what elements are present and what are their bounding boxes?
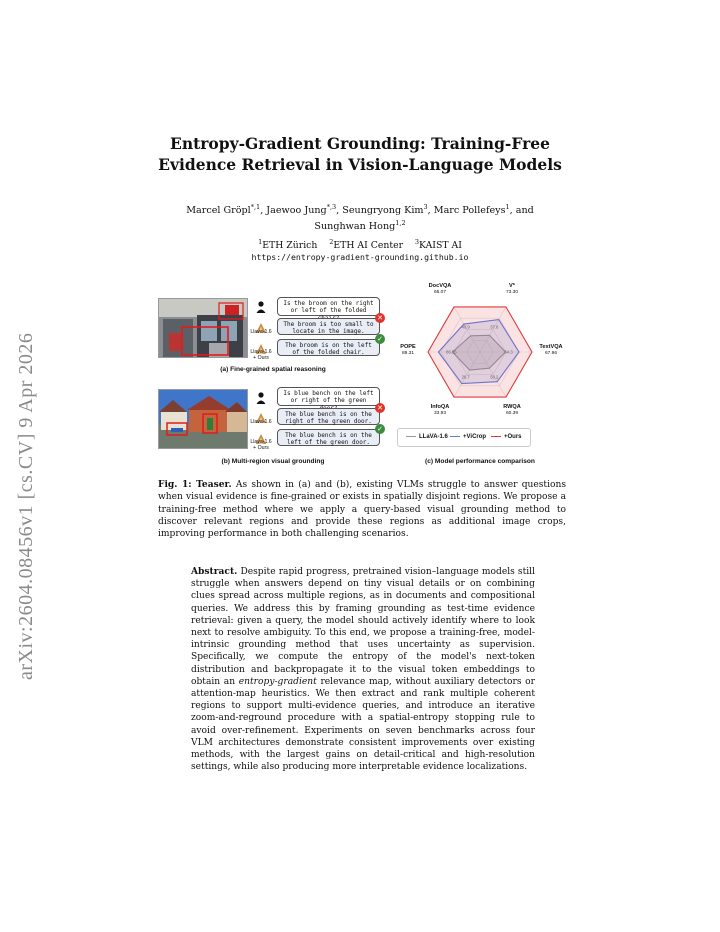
ours-answer-bubble: The blue bench is on the left of the green door.: [277, 429, 380, 446]
author-list: Marcel Gröpl$^{*,1}$, Jaewoo Jung$^{*,3}$, Seungryong Kim$^3$, Marc Pollefeys$^1$, and Sunghwan Hong$^{1,2}$: [186, 203, 534, 233]
project-url[interactable]: https://entropy-gradient-grounding.github.io: [251, 252, 469, 262]
affiliations: $^1$ETH Zürich $^2$ETH AI Center $^3$KAIST AI: [258, 238, 462, 252]
baseline-answer-bubble: The broom is too small to locate in the image.: [277, 318, 380, 335]
title-line-1: Entropy-Gradient Grounding: Training-Free: [170, 134, 550, 153]
llama-icon: [256, 408, 266, 418]
llama-icon: [256, 429, 266, 439]
llama-icon: [256, 318, 266, 328]
author: Marc Pollefeys$^1$: [433, 203, 510, 217]
radar-inner-label: 86.55: [446, 349, 457, 355]
author: Marcel Gröpl$^{*,1}$: [186, 203, 261, 217]
title-line-2: Evidence Retrieval in Vision-Language Models: [158, 155, 562, 174]
paper-title: [140, 133, 580, 175]
legend-item-vicrop: +ViCrop: [450, 434, 486, 440]
radar-axis-label-rwqa: RWQA 60.39: [503, 404, 521, 416]
ours-model-label: Llava-1.6 + Ours: [250, 349, 272, 361]
chart-legend: [397, 428, 531, 447]
legend-item-ours: +Ours: [491, 434, 522, 440]
abstract-emphasis: entropy-gradient: [238, 676, 317, 687]
radar-axis-label-vstar: V* 73.30: [505, 283, 518, 295]
abstract: Abstract. Despite rapid progress, pretrained vision–language models still struggle when answers depend on tiny visual details or on combining clues spread across multiple regions, as in documents and compositional queries. We address this by framing grounding as test-time evidence retrieval: given a query, the model should actively identify where to look next to resolve ambiguity. To this end, we propose a training-free, model-intrinsic grounding method that uses uncertainty as supervision. Specifically, we compute the entropy of the model's next-token distribution and backpropagate it to the visual token embeddings to obtain an entropy-gradient relevance map, without auxiliary detectors or attention-map heuristics. We then extract and rank multiple coherent regions to support multi-evidence queries, and introduce an iterative zoom-and-reground procedure with a spatial-entropy stopping rule to avoid over-refinement. Experiments on seven benchmarks across four VLM architectures demonstrate consistent improvements over existing methods, with the largest gains on detail-critical and high-resolution settings, while also producing more interpretable evidence localizations.: [191, 566, 535, 773]
question-bubble: Is blue bench on the left or right of the green: [277, 387, 380, 406]
photo-street: [158, 389, 248, 449]
radar-inner-label: 26.7: [461, 374, 470, 380]
panel-c-caption: (c) Model performance comparison: [425, 458, 535, 465]
llama-icon: [256, 339, 266, 349]
caption-text: As shown in (a) and (b), existing VLMs struggle to answer questions when visual evidence is fine-grained or exists in spatially disjoint regions. We propose a training-free method where we apply a query-based visual grounding method to discover relevant regions and provide these regions as additional image crops, improving performance in both challenging scenarios.: [158, 480, 566, 540]
question-bubble: Is the broom on the right or left of the folded: [277, 297, 380, 316]
panel-b-caption: (b) Multi-region visual grounding: [221, 458, 325, 465]
baseline-model-label: Llava-1.6: [250, 329, 272, 335]
baseline-answer-bubble: The blue bench is on the right of the green door.: [277, 408, 380, 425]
radar-inner-label: 37.6: [490, 324, 499, 330]
radar-axis-label-infoqa: InfoQA 33.93: [430, 404, 450, 416]
baseline-model-label: Llava-1.6: [250, 419, 272, 425]
ours-model-label: Llava-1.6 + Ours: [250, 439, 272, 451]
arxiv-identifier: arXiv:2604.08456v1 [cs.CV] 9 Apr 2026: [15, 332, 37, 680]
figure-caption: [158, 479, 566, 540]
radar-inner-label: 64.3: [504, 349, 513, 355]
check-icon: ✓: [375, 334, 385, 344]
photo-storefront: [158, 298, 248, 358]
cross-icon: ✕: [375, 313, 385, 323]
radar-inner-label: 49.9: [461, 324, 470, 330]
author: Sunghwan Hong$^{1,2}$: [314, 219, 406, 233]
radar-inner-label: 58.2: [490, 374, 499, 380]
radar-series-2: [428, 307, 532, 397]
check-icon: ✓: [375, 424, 385, 434]
abstract-label: Abstract.: [191, 566, 238, 577]
radar-axis-label-pope: POPE 89.31: [400, 344, 416, 356]
panel-a-caption: (a) Fine-grained spatial reasoning: [220, 366, 326, 373]
user-icon: [256, 298, 266, 310]
author: Seungryong Kim$^3$: [342, 203, 428, 217]
author: Jaewoo Jung$^{*,3}$: [266, 203, 337, 217]
user-icon: [256, 389, 266, 401]
cross-icon: ✕: [375, 403, 385, 413]
radar-axis-label-docvqa: DocVQA 65.07: [428, 283, 452, 295]
radar-axis-label-textvqa: TextVQA 67.96: [539, 344, 563, 356]
caption-label: Fig. 1: Teaser.: [158, 479, 232, 490]
legend-item-llava: LLaVA-1.6: [406, 434, 448, 440]
ours-answer-bubble: The broom is on the left of the folded chair.: [277, 339, 380, 356]
